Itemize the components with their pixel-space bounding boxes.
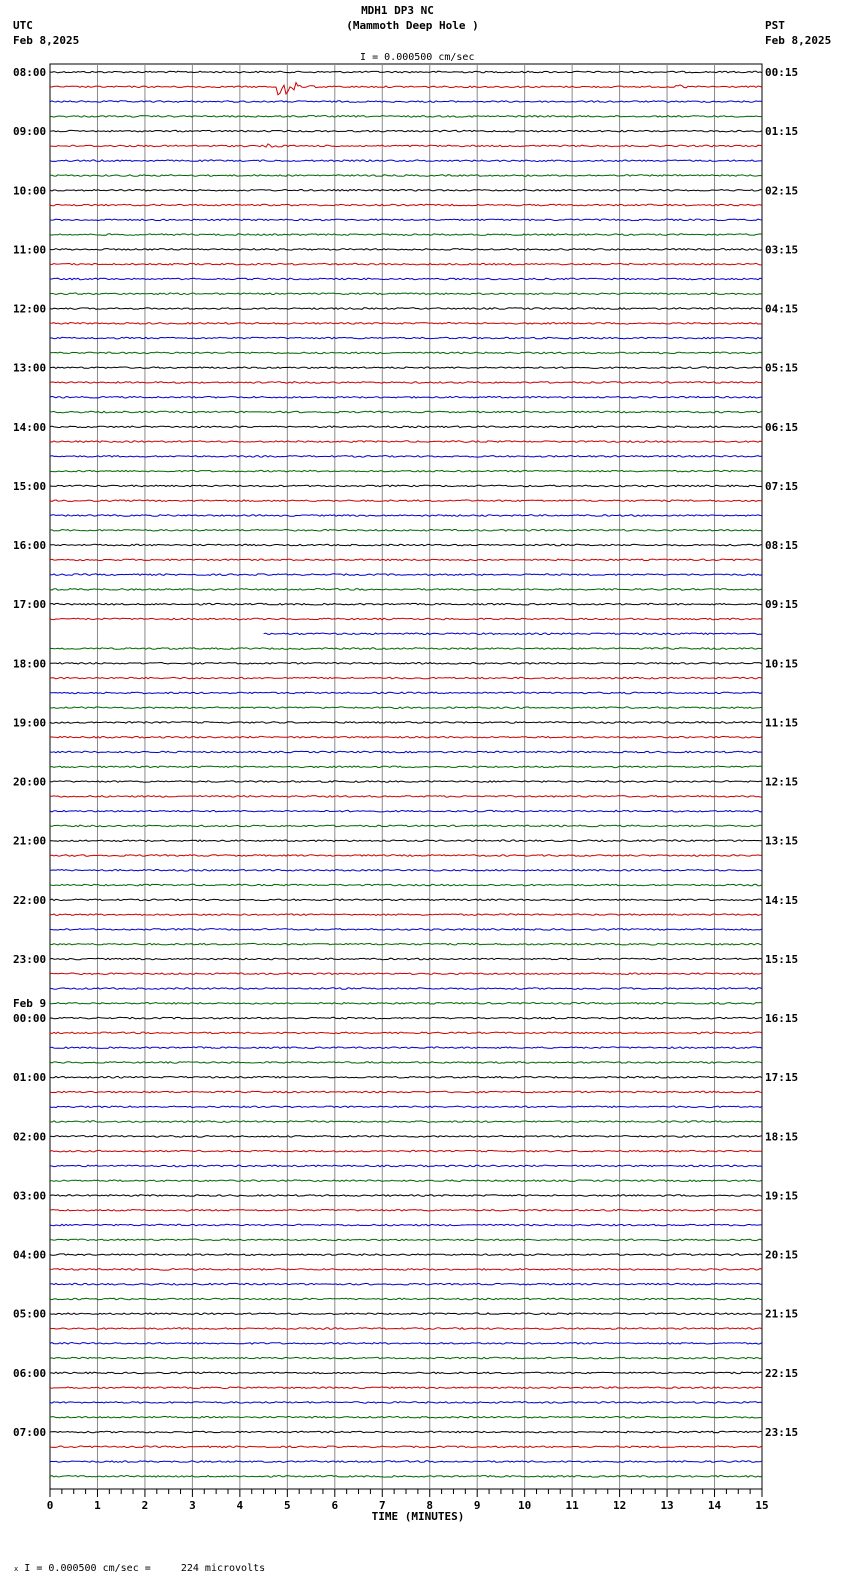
seismic-trace (50, 367, 762, 369)
seismic-trace (50, 1328, 762, 1330)
pst-hour-label: 01:15 (765, 125, 799, 139)
seismic-trace (50, 884, 762, 886)
pst-hour-label: 16:15 (765, 1012, 799, 1026)
seismic-trace (50, 1017, 762, 1019)
seismic-trace (50, 943, 762, 945)
pst-hour-label: 08:15 (765, 539, 799, 553)
x-axis-label: TIME (MINUTES) (371, 1510, 465, 1523)
footer-scale-bar-icon: I (24, 1563, 31, 1574)
seismic-trace (50, 1343, 762, 1345)
seismic-trace (50, 470, 762, 472)
right-timezone: PST (765, 19, 785, 32)
utc-hour-label: 01:00 (13, 1071, 47, 1085)
x-tick-label: 12 (612, 1499, 627, 1512)
seismic-trace (50, 1180, 762, 1182)
seismic-trace (50, 411, 762, 413)
seismic-trace (50, 101, 762, 103)
left-timezone: UTC (13, 19, 33, 32)
seismic-trace (50, 663, 762, 665)
x-tick-label: 7 (378, 1499, 386, 1512)
seismic-trace (50, 441, 762, 443)
x-tick-label: 14 (707, 1499, 722, 1512)
seismic-trace (50, 1062, 762, 1064)
utc-hour-label: 10:00 (13, 184, 47, 198)
utc-hour-label: 22:00 (13, 893, 47, 907)
seismic-trace (50, 175, 762, 177)
pst-hour-label: 04:15 (765, 302, 799, 316)
seismic-trace (50, 1195, 762, 1197)
seismic-trace (50, 278, 762, 280)
pst-hour-label: 11:15 (765, 716, 799, 730)
x-tick-label: 15 (755, 1499, 769, 1512)
seismic-trace (50, 144, 762, 147)
seismic-trace (50, 1313, 762, 1315)
seismic-trace (50, 677, 762, 679)
pst-hour-label: 19:15 (765, 1189, 799, 1203)
x-tick-label: 5 (284, 1499, 291, 1512)
seismic-trace (50, 1461, 762, 1463)
pst-hour-label: 18:15 (765, 1130, 799, 1144)
utc-hour-label: 00:00 (13, 1012, 47, 1026)
pst-hour-label: 21:15 (765, 1307, 799, 1321)
seismic-trace (50, 648, 762, 650)
utc-hour-label: 21:00 (13, 834, 47, 848)
utc-hour-label: 23:00 (13, 952, 47, 966)
x-tick-label: 2 (141, 1499, 149, 1512)
seismic-trace (50, 116, 762, 118)
seismic-trace (50, 308, 762, 310)
seismic-trace (50, 1387, 762, 1389)
x-tick-label: 1 (94, 1499, 101, 1512)
pst-hour-label: 23:15 (765, 1426, 799, 1439)
scale-value: = 0.000500 cm/sec (372, 52, 475, 63)
seismic-trace (50, 500, 762, 502)
seismic-trace (50, 914, 762, 916)
seismic-trace (50, 899, 762, 901)
seismic-trace (50, 293, 762, 295)
x-tick-label: 13 (660, 1499, 674, 1512)
seismic-trace (50, 618, 762, 620)
seismic-trace (50, 515, 762, 517)
seismic-trace (50, 559, 762, 561)
utc-hour-label: 15:00 (13, 479, 47, 493)
seismic-trace (50, 1476, 762, 1478)
seismic-trace (50, 973, 762, 975)
seismic-trace (50, 1283, 762, 1285)
utc-hour-label: 13:00 (13, 361, 47, 375)
utc-hour-label: 06:00 (13, 1366, 47, 1380)
pst-hour-label: 15:15 (765, 952, 799, 966)
seismic-trace (50, 83, 762, 95)
x-tick-label: 3 (189, 1499, 196, 1512)
pst-hour-label: 09:15 (765, 598, 799, 612)
seismic-trace (50, 988, 762, 990)
seismic-trace (264, 633, 762, 635)
seismic-trace (50, 1239, 762, 1241)
seismic-trace (50, 929, 762, 931)
seismic-trace (50, 234, 762, 236)
seismic-trace (50, 1402, 762, 1404)
pst-hour-label: 22:15 (765, 1366, 799, 1380)
seismic-trace (50, 840, 762, 842)
seismic-trace (50, 160, 762, 162)
pst-hour-label: 12:15 (765, 775, 799, 789)
scale-bar-icon: I (360, 52, 367, 63)
seismic-trace (50, 751, 762, 753)
seismic-trace (50, 855, 762, 857)
pst-hour-label: 10:15 (765, 657, 799, 671)
seismic-trace (50, 1076, 762, 1078)
station-title: MDH1 DP3 NC (361, 4, 434, 17)
seismic-trace (50, 958, 762, 960)
seismic-trace (50, 796, 762, 798)
seismic-trace (50, 249, 762, 251)
pst-hour-label: 05:15 (765, 361, 799, 375)
x-tick-label: 9 (473, 1499, 481, 1512)
utc-hour-label: 09:00 (13, 125, 47, 139)
utc-hour-label: 07:00 (13, 1426, 47, 1439)
seismic-trace (50, 204, 762, 206)
right-date: Feb 8,2025 (765, 34, 832, 47)
seismic-trace (50, 382, 762, 384)
x-tick-label: 6 (331, 1499, 339, 1512)
seismic-trace (50, 1254, 762, 1256)
seismic-trace (50, 810, 762, 812)
seismic-trace (50, 1150, 762, 1152)
utc-hour-label: 12:00 (13, 302, 47, 316)
seismic-trace (50, 1446, 762, 1448)
seismic-trace (50, 736, 762, 738)
plot-frame (50, 64, 762, 1489)
x-tick-label: 8 (426, 1499, 434, 1512)
utc-hour-label: 05:00 (13, 1307, 47, 1321)
seismic-trace (50, 1372, 762, 1374)
utc-hour-label: 08:00 (13, 66, 47, 79)
footer-scale (2, 1549, 265, 1576)
seismic-trace (50, 692, 762, 694)
seismic-trace (50, 1121, 762, 1123)
utc-hour-label: 17:00 (13, 598, 47, 612)
seismic-trace (50, 485, 762, 487)
seismic-trace (50, 1047, 762, 1049)
seismic-trace (50, 574, 762, 576)
pst-hour-label: 13:15 (765, 834, 799, 848)
utc-hour-label: 02:00 (13, 1130, 47, 1144)
seismic-trace (50, 1032, 762, 1034)
utc-hour-label: 11:00 (13, 243, 47, 257)
pst-hour-label: 02:15 (765, 184, 799, 198)
seismic-trace (50, 766, 762, 768)
seismic-trace (50, 603, 762, 605)
pst-hour-label: 00:15 (765, 66, 799, 79)
seismic-trace (50, 337, 762, 339)
seismic-trace (50, 1210, 762, 1212)
utc-hour-label: 03:00 (13, 1189, 47, 1203)
footer-scale-value: = 0.000500 cm/sec = 224 microvolts (36, 1563, 266, 1574)
seismic-trace (50, 1298, 762, 1300)
utc-hour-label: 16:00 (13, 539, 47, 553)
seismic-trace (50, 263, 762, 265)
pst-hour-label: 20:15 (765, 1248, 799, 1262)
left-date: Feb 8,2025 (13, 34, 80, 47)
utc-hour-label: 14:00 (13, 420, 47, 434)
pst-hour-label: 03:15 (765, 243, 799, 257)
seismic-trace (50, 1431, 762, 1433)
seismic-trace (50, 456, 762, 458)
seismic-trace (50, 219, 762, 221)
seismic-trace (50, 722, 762, 724)
seismic-trace (50, 1091, 762, 1093)
seismic-trace (50, 323, 762, 325)
footer-mark-icon: x (14, 1565, 19, 1573)
seismic-trace (50, 1416, 762, 1418)
pst-hour-label: 17:15 (765, 1071, 799, 1085)
seismic-trace (50, 396, 762, 398)
seismic-trace (50, 1165, 762, 1167)
seismic-trace (50, 707, 762, 709)
x-tick-label: 10 (518, 1499, 532, 1512)
seismic-trace (50, 1357, 762, 1359)
seismic-trace (50, 352, 762, 354)
utc-hour-label: 19:00 (13, 716, 47, 730)
seismic-trace (50, 426, 762, 428)
utc-hour-label: 04:00 (13, 1248, 47, 1262)
pst-hour-label: 14:15 (765, 893, 799, 907)
site-title: (Mammoth Deep Hole ) (346, 19, 479, 32)
seismic-trace (50, 530, 762, 532)
pst-hour-label: 07:15 (765, 479, 799, 493)
seismic-trace (50, 870, 762, 872)
x-tick-label: 0 (46, 1499, 54, 1512)
seismic-trace (50, 1224, 762, 1226)
pst-hour-label: 06:15 (765, 420, 799, 434)
utc-hour-label: 18:00 (13, 657, 47, 671)
seismic-trace (50, 130, 762, 132)
x-tick-label: 4 (236, 1499, 244, 1512)
seismic-trace (50, 589, 762, 591)
seismic-trace (50, 1003, 762, 1005)
seismic-trace (50, 1136, 762, 1138)
seismic-trace (50, 544, 762, 546)
seismic-trace (50, 1269, 762, 1271)
seismic-trace (50, 190, 762, 192)
seismic-trace (50, 825, 762, 827)
seismic-trace (50, 781, 762, 783)
utc-hour-label: 20:00 (13, 775, 47, 789)
date-change-label: Feb 9 (13, 997, 47, 1011)
seismic-trace (50, 71, 762, 73)
x-tick-label: 11 (565, 1499, 579, 1512)
seismic-trace (50, 1106, 762, 1108)
